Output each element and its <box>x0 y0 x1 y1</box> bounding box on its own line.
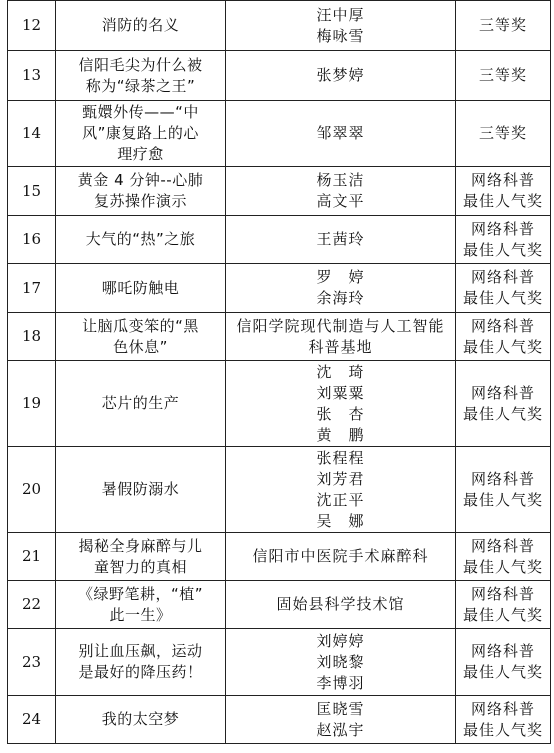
award-cell-line: 网络科普 <box>470 383 535 402</box>
award-cell-line: 网络科普 <box>470 268 535 286</box>
author-cell <box>226 629 456 696</box>
work-title-line: 别让血压飙，运动 <box>78 642 203 660</box>
table-row <box>8 581 551 629</box>
author-cell-line: 梅咏雪 <box>316 26 365 45</box>
award-cell-line: 网络科普 <box>470 316 535 335</box>
award-cell-line: 网络科普 <box>470 642 535 660</box>
work-title-line: 芯片的生产 <box>101 394 180 412</box>
row-number: 12 <box>8 1 56 51</box>
work-title <box>56 533 226 581</box>
author-cell-line: 吴 娜 <box>316 511 365 530</box>
work-title-line: 我的太空梦 <box>101 710 180 728</box>
author-cell-line: 邹翠翠 <box>316 124 365 142</box>
award-cell <box>456 167 551 216</box>
author-cell-line: 科普基地 <box>308 337 373 356</box>
award-cell-line: 最佳人气奖 <box>462 605 543 624</box>
work-title-line: 大气的“热”之旅 <box>85 230 196 248</box>
award-cell-line: 最佳人气奖 <box>462 289 543 307</box>
row-number: 24 <box>8 696 56 744</box>
author-cell <box>226 167 456 216</box>
award-cell-line: 网络科普 <box>470 699 535 718</box>
author-cell <box>226 696 456 744</box>
author-cell <box>226 533 456 581</box>
author-cell-line: 刘芳君 <box>316 469 365 488</box>
work-title <box>56 51 226 101</box>
work-title-line: 暑假防溺水 <box>101 480 180 498</box>
table-row <box>8 533 551 581</box>
award-cell-line: 网络科普 <box>470 219 535 238</box>
work-title <box>56 581 226 629</box>
author-cell <box>226 51 456 101</box>
work-title-line: 《绿野笔耕，“植” <box>77 584 204 603</box>
table-row <box>8 264 551 313</box>
work-title-line: 信阳毛尖为什么被 <box>78 55 203 74</box>
awards-table-body <box>8 1 551 744</box>
award-cell-line: 最佳人气奖 <box>462 557 543 576</box>
author-cell-line: 张 杏 <box>316 404 365 423</box>
author-cell-line: 高文平 <box>316 192 365 210</box>
author-cell <box>226 361 456 447</box>
work-title-line: 理疗愈 <box>117 145 164 163</box>
award-cell-line: 最佳人气奖 <box>462 663 543 681</box>
work-title <box>56 447 226 533</box>
award-cell <box>456 216 551 264</box>
award-cell-line: 三等奖 <box>478 16 527 34</box>
award-cell <box>456 696 551 744</box>
awards-table <box>7 0 551 744</box>
table-row <box>8 361 551 447</box>
work-title <box>56 216 226 264</box>
author-cell-line: 李博羽 <box>316 673 365 692</box>
work-title-line: 揭秘全身麻醉与儿 <box>78 536 203 555</box>
row-number: 14 <box>8 101 56 167</box>
row-number: 16 <box>8 216 56 264</box>
author-cell-line: 匡晓雪 <box>316 699 365 718</box>
table-row <box>8 1 551 51</box>
row-number: 13 <box>8 51 56 101</box>
author-cell-line: 王茜玲 <box>316 230 365 248</box>
author-cell-line: 固始县科学技术馆 <box>276 595 405 613</box>
author-cell-line: 杨玉洁 <box>316 171 365 189</box>
award-cell-line: 网络科普 <box>470 584 535 603</box>
author-cell-line: 罗 婷 <box>316 268 365 286</box>
award-cell <box>456 629 551 696</box>
award-cell <box>456 361 551 447</box>
author-cell-line: 张梦婷 <box>316 66 365 84</box>
row-number: 17 <box>8 264 56 313</box>
award-cell-line: 最佳人气奖 <box>462 720 543 739</box>
work-title-line: 童智力的真相 <box>93 557 187 576</box>
award-cell-line: 最佳人气奖 <box>462 404 543 423</box>
author-cell-line: 汪中厚 <box>316 5 365 24</box>
award-cell <box>456 313 551 361</box>
work-title <box>56 696 226 744</box>
author-cell <box>226 101 456 167</box>
table-row <box>8 629 551 696</box>
author-cell <box>226 447 456 533</box>
work-title-line: 此一生》 <box>109 605 172 624</box>
work-title <box>56 629 226 696</box>
author-cell-line: 刘婷婷 <box>316 631 365 650</box>
row-number: 21 <box>8 533 56 581</box>
work-title-line: 黄金 4 分钟--心肺 <box>77 171 204 189</box>
award-cell <box>456 51 551 101</box>
author-cell <box>226 216 456 264</box>
work-title <box>56 313 226 361</box>
author-cell-line: 赵泓宇 <box>316 720 365 739</box>
work-title-line: 消防的名义 <box>101 16 180 34</box>
author-cell-line: 张程程 <box>316 448 365 467</box>
work-title-line: 是最好的降压药！ <box>78 663 203 681</box>
award-cell-line: 三等奖 <box>478 124 527 142</box>
work-title-line: 哪吒防触电 <box>101 278 180 297</box>
author-cell-line: 沈 琦 <box>316 362 365 381</box>
award-cell <box>456 264 551 313</box>
work-title <box>56 264 226 313</box>
work-title <box>56 361 226 447</box>
award-cell-line: 三等奖 <box>478 66 527 84</box>
table-row <box>8 216 551 264</box>
author-cell-line: 黄 鹏 <box>316 425 365 444</box>
author-cell <box>226 313 456 361</box>
author-cell-line: 刘粟粟 <box>316 383 365 402</box>
author-cell-line: 信阳市中医院手术麻醉科 <box>252 547 429 565</box>
award-cell <box>456 581 551 629</box>
author-cell-line: 余海玲 <box>316 289 365 307</box>
work-title-line: 色休息” <box>113 337 168 356</box>
work-title <box>56 101 226 167</box>
award-cell <box>456 1 551 51</box>
row-number: 18 <box>8 313 56 361</box>
row-number: 22 <box>8 581 56 629</box>
author-cell-line: 刘晓黎 <box>316 652 365 671</box>
work-title <box>56 1 226 51</box>
award-cell-line: 网络科普 <box>470 469 535 488</box>
author-cell <box>226 1 456 51</box>
work-title-line: 称为“绿茶之王” <box>85 76 196 95</box>
award-cell-line: 最佳人气奖 <box>462 240 543 259</box>
work-title-line: 风”康复路上的心 <box>82 124 199 142</box>
work-title <box>56 167 226 216</box>
author-cell <box>226 581 456 629</box>
table-row <box>8 447 551 533</box>
award-cell <box>456 533 551 581</box>
work-title-line: 甄嬛外传——“中 <box>82 103 199 121</box>
award-cell-line: 网络科普 <box>470 536 535 555</box>
row-number: 23 <box>8 629 56 696</box>
author-cell <box>226 264 456 313</box>
award-cell-line: 最佳人气奖 <box>462 490 543 509</box>
work-title-line: 让脑瓜变笨的“黑 <box>82 316 199 335</box>
work-title-line: 复苏操作演示 <box>93 192 187 210</box>
row-number: 19 <box>8 361 56 447</box>
award-cell <box>456 447 551 533</box>
award-cell-line: 网络科普 <box>470 171 535 189</box>
table-row <box>8 313 551 361</box>
author-cell-line: 沈正平 <box>316 490 365 509</box>
row-number: 20 <box>8 447 56 533</box>
table-row <box>8 101 551 167</box>
row-number: 15 <box>8 167 56 216</box>
table-row <box>8 51 551 101</box>
table-row <box>8 167 551 216</box>
table-row <box>8 696 551 744</box>
award-cell <box>456 101 551 167</box>
author-cell-line: 信阳学院现代制造与人工智能 <box>236 316 445 335</box>
award-cell-line: 最佳人气奖 <box>462 337 543 356</box>
award-cell-line: 最佳人气奖 <box>462 192 543 210</box>
